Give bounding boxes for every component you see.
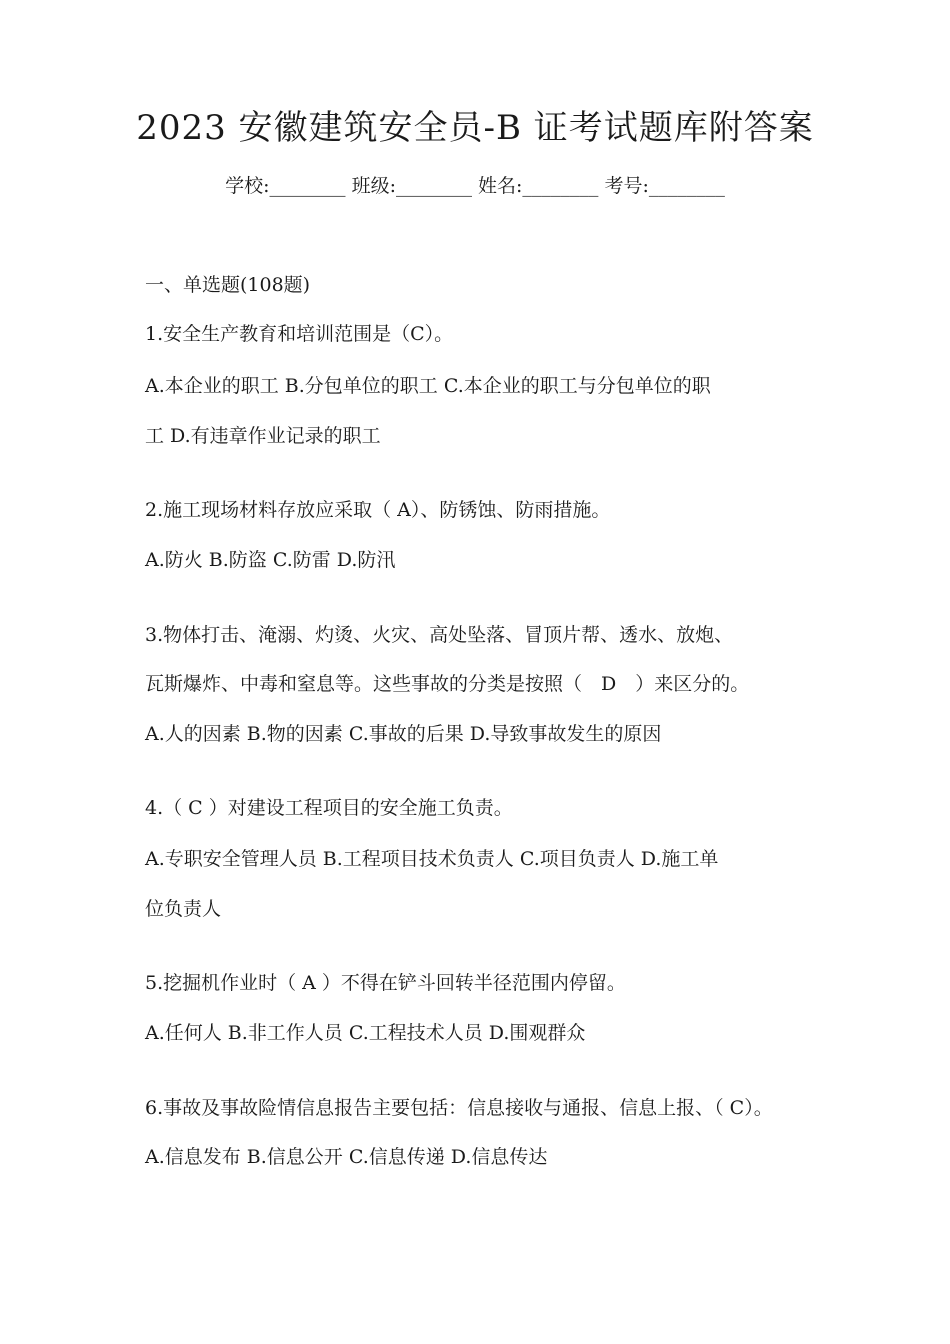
- question-6-stem: 6.事故及事故险情信息报告主要包括：信息接收与通报、信息上报、（ C）。: [145, 1097, 773, 1119]
- question-2-options: A.防火 B.防盗 C.防雷 D.防汛: [145, 549, 396, 571]
- school-field: 学校:________: [225, 175, 346, 197]
- question-4-options-line-2: 位负责人: [145, 898, 222, 920]
- class-field: 班级:________: [351, 175, 472, 197]
- question-1-options-line-1: A.本企业的职工 B.分包单位的职工 C.本企业的职工与分包单位的职: [145, 375, 711, 397]
- question-2-stem: 2.施工现场材料存放应采取（ A）、防锈蚀、防雨措施。: [145, 499, 611, 521]
- question-5-options: A.任何人 B.非工作人员 C.工程技术人员 D.围观群众: [145, 1022, 586, 1044]
- question-1-options-line-2: 工 D.有违章作业记录的职工: [145, 425, 381, 447]
- question-6-options: A.信息发布 B.信息公开 C.信息传递 D.信息传达: [145, 1146, 548, 1168]
- question-3-options: A.人的因素 B.物的因素 C.事故的后果 D.导致事故发生的原因: [145, 723, 662, 745]
- section-heading: 一、单选题(108题): [145, 274, 311, 296]
- question-4-stem: 4.（ C ）对建设工程项目的安全施工负责。: [145, 797, 513, 819]
- question-4-options-line-1: A.专职安全管理人员 B.工程项目技术负责人 C.项目负责人 D.施工单: [145, 848, 719, 870]
- document-title: 2023 安徽建筑安全员-B 证考试题库附答案: [136, 108, 814, 148]
- student-info-line: [0, 170, 950, 202]
- question-5-stem: 5.挖掘机作业时（ A ）不得在铲斗回转半径范围内停留。: [145, 972, 626, 994]
- name-field: 姓名:________: [478, 175, 599, 197]
- question-1-stem: 1.安全生产教育和培训范围是（C）。: [145, 323, 454, 345]
- question-3-stem-line-2: 瓦斯爆炸、中毒和窒息等。这些事故的分类是按照（ D ）来区分的。: [145, 673, 750, 695]
- question-3-stem-line-1: 3.物体打击、淹溺、灼烫、火灾、高处坠落、冒顶片帮、透水、放炮、: [145, 624, 734, 646]
- exam-number-field: 考号:________: [604, 175, 725, 197]
